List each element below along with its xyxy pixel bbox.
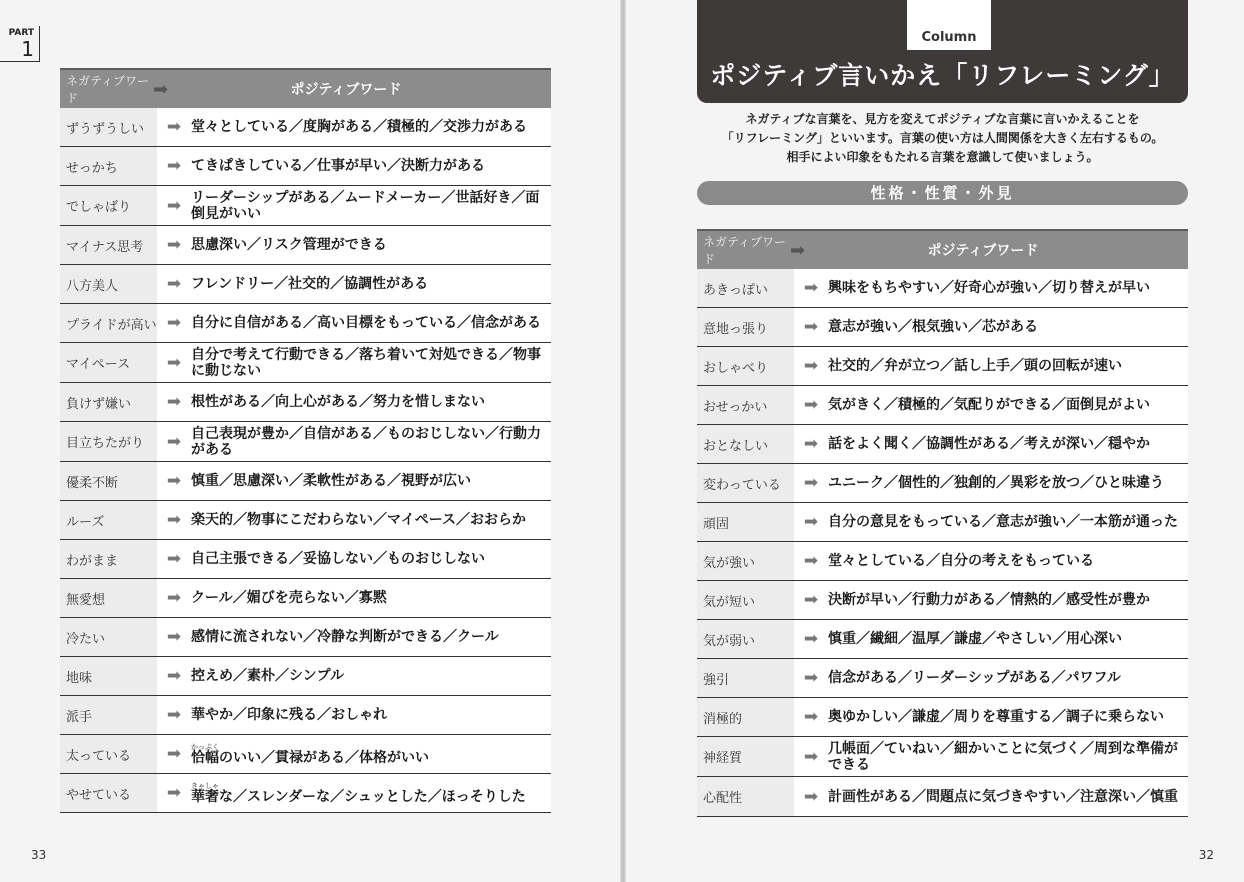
arrow-icon: ➡ (790, 239, 806, 261)
negative-word: せっかち (60, 147, 157, 185)
negative-word: 地味 (60, 657, 157, 695)
arrow-icon: ➡ (166, 352, 182, 373)
positive-words: 社交的／弁が立つ／話し上手／頭の回転が速い (828, 358, 1122, 374)
intro-text (697, 110, 1188, 167)
column-header (697, 0, 1188, 103)
negative-word: 派手 (60, 696, 157, 734)
negative-word: 八方美人 (60, 265, 157, 303)
ruby-base: 恰幅 (191, 749, 219, 766)
header-negative: ネガティブワード (703, 235, 787, 266)
positive-words: 決断が早い／行動力がある／情熱的／感受性が豊か (828, 592, 1150, 608)
header-positive: ポジティブワード (927, 243, 1039, 259)
negative-word: わがまま (60, 540, 157, 578)
arrow-icon: ➡ (803, 317, 819, 337)
negative-word: ずうずうしい (60, 108, 157, 146)
arrow-icon: ➡ (166, 471, 182, 491)
negative-word: 頑固 (697, 503, 794, 541)
positive-words-rest: のいい／貫禄がある／体格がいい (219, 749, 429, 766)
negative-word: おせっかい (697, 386, 794, 424)
table-row (697, 269, 1188, 308)
table-row (60, 462, 551, 501)
section-title: 性格・性質・外見 (697, 181, 1188, 205)
table-row (697, 698, 1188, 737)
table-row (60, 147, 551, 186)
negative-word: 消極的 (697, 698, 794, 736)
arrow-icon: ➡ (166, 195, 182, 216)
column-title: ポジティブ言いかえ「リフレーミング」 (710, 61, 1175, 90)
positive-words: 慎重／繊細／温厚／謙虚／やさしい／用心深い (828, 631, 1122, 647)
page-number-right: 32 (1198, 848, 1214, 862)
negative-word: 気が短い (697, 581, 794, 619)
left-word-table (60, 68, 551, 813)
part-tab (0, 26, 40, 62)
positive-words: てきぱきしている／仕事が早い／決断力がある (191, 158, 485, 174)
positive-words: 堂々としている／自分の考えをもっている (828, 553, 1094, 569)
arrow-icon: ➡ (166, 705, 182, 725)
arrow-icon: ➡ (153, 78, 169, 100)
negative-word: 気が強い (697, 542, 794, 580)
positive-words: 楽天的／物事にこだわらない／マイペース／おおらか (191, 512, 527, 528)
positive-words: クール／媚びを売らない／寡黙 (191, 590, 387, 606)
arrow-icon: ➡ (166, 627, 182, 647)
negative-word: 意地っ張り (697, 308, 794, 346)
arrow-icon: ➡ (166, 783, 182, 803)
table-row (697, 737, 1188, 777)
arrow-icon: ➡ (166, 510, 182, 530)
intro-line: 「リフレーミング」といいます。言葉の使い方は人間関係を大きく左右するもの。 (721, 131, 1164, 145)
arrow-icon: ➡ (166, 313, 182, 333)
arrow-icon: ➡ (166, 588, 182, 608)
arrow-icon: ➡ (803, 395, 819, 415)
table-row (697, 308, 1188, 347)
negative-word: 優柔不断 (60, 462, 157, 500)
positive-words: 華やか／印象に残る／おしゃれ (191, 707, 387, 723)
positive-words: 興味をもちやすい／好奇心が強い／切り替えが早い (828, 280, 1150, 296)
intro-line: ネガティブな言葉を、見方を変えてポジティブな言葉に言いかえることを (745, 112, 1140, 126)
positive-words: 気がきく／積極的／気配りができる／面倒見がよい (828, 397, 1150, 413)
table-row (697, 347, 1188, 386)
arrow-icon: ➡ (803, 434, 819, 454)
arrow-icon: ➡ (166, 549, 182, 569)
positive-words: 話をよく聞く／協調性がある／考えが深い／穏やか (828, 436, 1150, 452)
positive-words: 自分に自信がある／高い目標をもっている／信念がある (191, 315, 541, 331)
table-row (60, 265, 551, 304)
negative-word: ルーズ (60, 501, 157, 539)
table-row (60, 657, 551, 696)
table-row (697, 542, 1188, 581)
table-row (60, 774, 551, 813)
negative-word: 神経質 (697, 737, 794, 776)
negative-word: 心配性 (697, 777, 794, 816)
table-row (60, 540, 551, 579)
positive-words: 根性がある／向上心がある／努力を惜しまない (191, 394, 485, 410)
right-table-body (697, 269, 1188, 817)
arrow-icon: ➡ (803, 786, 819, 807)
negative-word: 冷たい (60, 618, 157, 656)
positive-words: 堂々としている／度胸がある／積極的／交渉力がある (191, 119, 527, 135)
table-row (60, 226, 551, 265)
table-row (697, 425, 1188, 464)
negative-word: やせている (60, 774, 157, 812)
arrow-icon: ➡ (803, 746, 819, 767)
positive-words: 自分の意見をもっている／意志が強い／一本筋が通った (828, 514, 1178, 530)
arrow-icon: ➡ (166, 117, 182, 137)
table-header (60, 68, 551, 108)
table-row (60, 383, 551, 422)
negative-word: 変わっている (697, 464, 794, 502)
table-row (697, 659, 1188, 698)
positive-words: 感情に流されない／冷静な判断ができる／クール (191, 629, 499, 645)
table-row (60, 186, 551, 226)
ruby-word (191, 781, 219, 805)
positive-words: 自分で考えて行動できる／落ち着いて対処できる／物事に動じない (191, 346, 541, 379)
positive-words (191, 782, 551, 805)
negative-word: マイペース (60, 343, 157, 382)
arrow-icon: ➡ (803, 551, 819, 571)
positive-words: 慎重／思慮深い／柔軟性がある／視野が広い (191, 473, 471, 489)
positive-words: ユニーク／個性的／独創的／異彩を放つ／ひと味違う (828, 475, 1164, 491)
arrow-icon: ➡ (166, 235, 182, 255)
arrow-icon: ➡ (803, 590, 819, 610)
positive-words: 几帳面／ていねい／細かいことに気づく／周到な準備ができる (828, 740, 1178, 773)
column-tag: Column (907, 0, 991, 50)
negative-word: でしゃばり (60, 186, 157, 225)
header-negative: ネガティブワード (66, 74, 150, 105)
ruby-base: 華奢 (191, 788, 219, 805)
arrow-icon: ➡ (803, 707, 819, 727)
arrow-icon: ➡ (166, 274, 182, 294)
table-row (697, 777, 1188, 817)
arrow-icon: ➡ (803, 629, 819, 649)
table-row (60, 422, 551, 462)
positive-words: 計画性がある／問題点に気づきやすい／注意深い／慎重 (828, 788, 1178, 805)
negative-word: おとなしい (697, 425, 794, 463)
positive-words: 意志が強い／根気強い／芯がある (828, 319, 1038, 335)
arrow-icon: ➡ (803, 512, 819, 532)
table-row (697, 581, 1188, 620)
positive-words: 自己主張できる／妥協しない／ものおじしない (191, 551, 485, 567)
ruby-reading: きゃしゃ (191, 781, 219, 790)
arrow-icon: ➡ (803, 668, 819, 688)
positive-words: 自己表現が豊か／自信がある／ものおじしない／行動力がある (191, 425, 541, 458)
negative-word: プライドが高い (60, 304, 157, 342)
negative-word: おしゃべり (697, 347, 794, 385)
table-row (60, 618, 551, 657)
ruby-reading: かっぷく (191, 742, 219, 751)
positive-words: 思慮深い／リスク管理ができる (191, 237, 387, 253)
part-number: 1 (21, 37, 34, 61)
table-row (697, 464, 1188, 503)
arrow-icon: ➡ (803, 473, 819, 493)
table-row (60, 735, 551, 774)
table-row (60, 343, 551, 383)
arrow-icon: ➡ (166, 744, 182, 764)
right-word-table (697, 229, 1188, 817)
header-positive: ポジティブワード (290, 82, 402, 98)
positive-words: リーダーシップがある／ムードメーカー／世話好き／面倒見がいい (191, 189, 540, 222)
page-number-left: 33 (31, 848, 47, 862)
arrow-icon: ➡ (803, 278, 819, 298)
left-table-body (60, 108, 551, 813)
positive-words-rest: な／スレンダーな／シュッとした／ほっそりした (219, 788, 526, 805)
positive-words: フレンドリー／社交的／協調性がある (191, 276, 429, 292)
arrow-icon: ➡ (803, 356, 819, 376)
table-row (697, 503, 1188, 542)
negative-word: 負けず嫌い (60, 383, 157, 421)
negative-word: 気が弱い (697, 620, 794, 658)
table-header (697, 229, 1188, 269)
arrow-icon: ➡ (166, 156, 182, 176)
table-row (697, 386, 1188, 425)
arrow-icon: ➡ (166, 666, 182, 686)
arrow-icon: ➡ (166, 392, 182, 412)
positive-words (191, 743, 551, 766)
table-row (60, 501, 551, 540)
part-label: PART (8, 28, 34, 38)
table-row (60, 108, 551, 147)
positive-words: 控えめ／素朴／シンプル (191, 668, 345, 684)
intro-line: 相手によい印象をもたれる言葉を意識して使いましょう。 (786, 150, 1099, 164)
table-row (697, 620, 1188, 659)
table-row (60, 696, 551, 735)
table-row (60, 579, 551, 618)
negative-word: 太っている (60, 735, 157, 773)
negative-word: 無愛想 (60, 579, 157, 617)
negative-word: あきっぽい (697, 269, 794, 307)
arrow-icon: ➡ (166, 431, 182, 452)
negative-word: 目立ちたがり (60, 422, 157, 461)
table-row (60, 304, 551, 343)
negative-word: マイナス思考 (60, 226, 157, 264)
ruby-word (191, 742, 219, 766)
negative-word: 強引 (697, 659, 794, 697)
positive-words: 奥ゆかしい／謙虚／周りを尊重する／調子に乗らない (828, 709, 1164, 725)
positive-words: 信念がある／リーダーシップがある／パワフル (828, 670, 1121, 686)
